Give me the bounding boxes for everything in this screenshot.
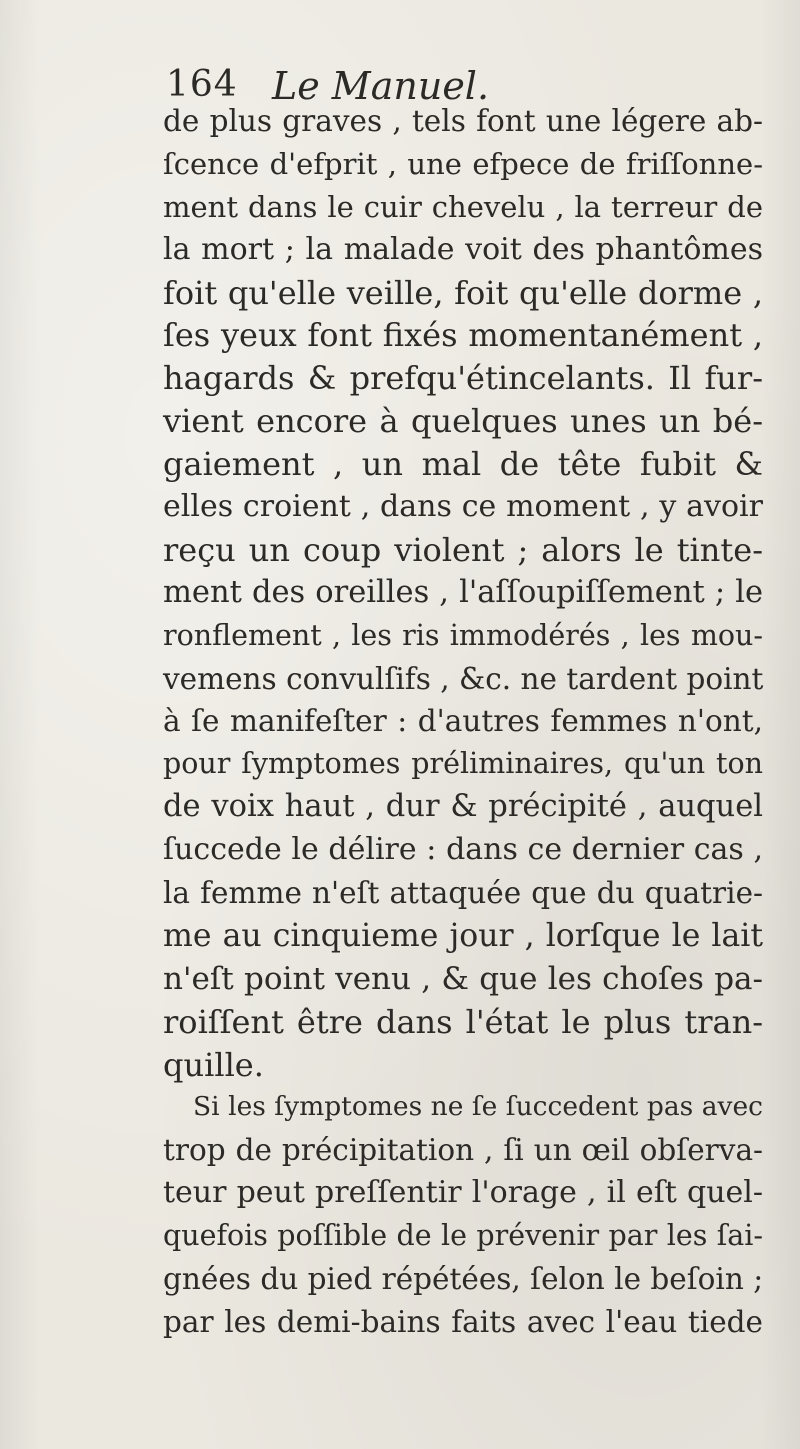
text-line: la mort ; la malade voit des phantômes [163, 231, 763, 267]
text-line: à ſe manifeſter : d'autres femmes n'ont, [163, 704, 763, 739]
text-line: roiſſent être dans l'état le plus tran- [163, 1002, 763, 1041]
text-line: elles croient , dans ce moment , y avoir [163, 489, 763, 525]
text-line: de voix haut , dur & précipité , auquel [163, 789, 763, 825]
text-line: n'eſt point venu , & que les choſes pa- [163, 960, 763, 997]
paragraph-start-line: Si les ſymptomes ne ſe ſuccedent pas avec [193, 1091, 763, 1123]
running-title: Le Manuel. [272, 64, 490, 108]
text-line: ronflement , les ris immodérés , les mou- [163, 618, 763, 652]
text-line: trop de précipitation , ſi un œil obſerva- [163, 1133, 763, 1168]
text-line: par les demi-bains faits avec l'eau tiede [163, 1304, 763, 1339]
text-line: gnées du pied répétées, ſelon le beſoin ; [163, 1262, 764, 1297]
text-line: hagards & prefqu'étincelants. Il fur- [163, 359, 763, 398]
text-line: pour ſymptomes préliminaires, qu'un ton [163, 747, 763, 781]
text-line: reçu un coup violent ; alors le tinte- [163, 530, 763, 569]
text-line: foit qu'elle veille, foit qu'elle dorme , [163, 273, 763, 312]
text-line: ment dans le cuir chevelu , la terreur de [163, 189, 763, 224]
text-line: ſuccede le délire : dans ce dernier cas , [163, 832, 763, 868]
text-line: de plus graves , tels font une légere ab- [163, 104, 763, 138]
text-line: teur peut preſſentir l'orage , il eſt quel- [163, 1175, 763, 1211]
text-line: ſes yeux font fixés momentanément , [163, 316, 763, 355]
text-line: gaiement , un mal de tête fubit & [163, 445, 763, 484]
text-line: me au cinquieme jour , lorſque le lait [163, 917, 763, 954]
text-line: ſcence d'efprit , une efpece de friſſonne- [163, 146, 763, 181]
text-line: vient encore à quelques unes un bé- [163, 402, 763, 441]
text-line: ment des oreilles , l'aſſoupiſſement ; le [163, 574, 763, 610]
text-line: quefois poſſible de le prévenir par les ſai- [163, 1219, 763, 1253]
body-text [163, 100, 763, 1344]
paragraph-end-line: quille. [163, 1045, 264, 1084]
page-number: 164 [166, 64, 238, 105]
text-line: la femme n'eſt attaquée que du quatrie- [163, 876, 763, 911]
text-line: vemens convulſifs , &c. ne tardent point [163, 661, 764, 696]
